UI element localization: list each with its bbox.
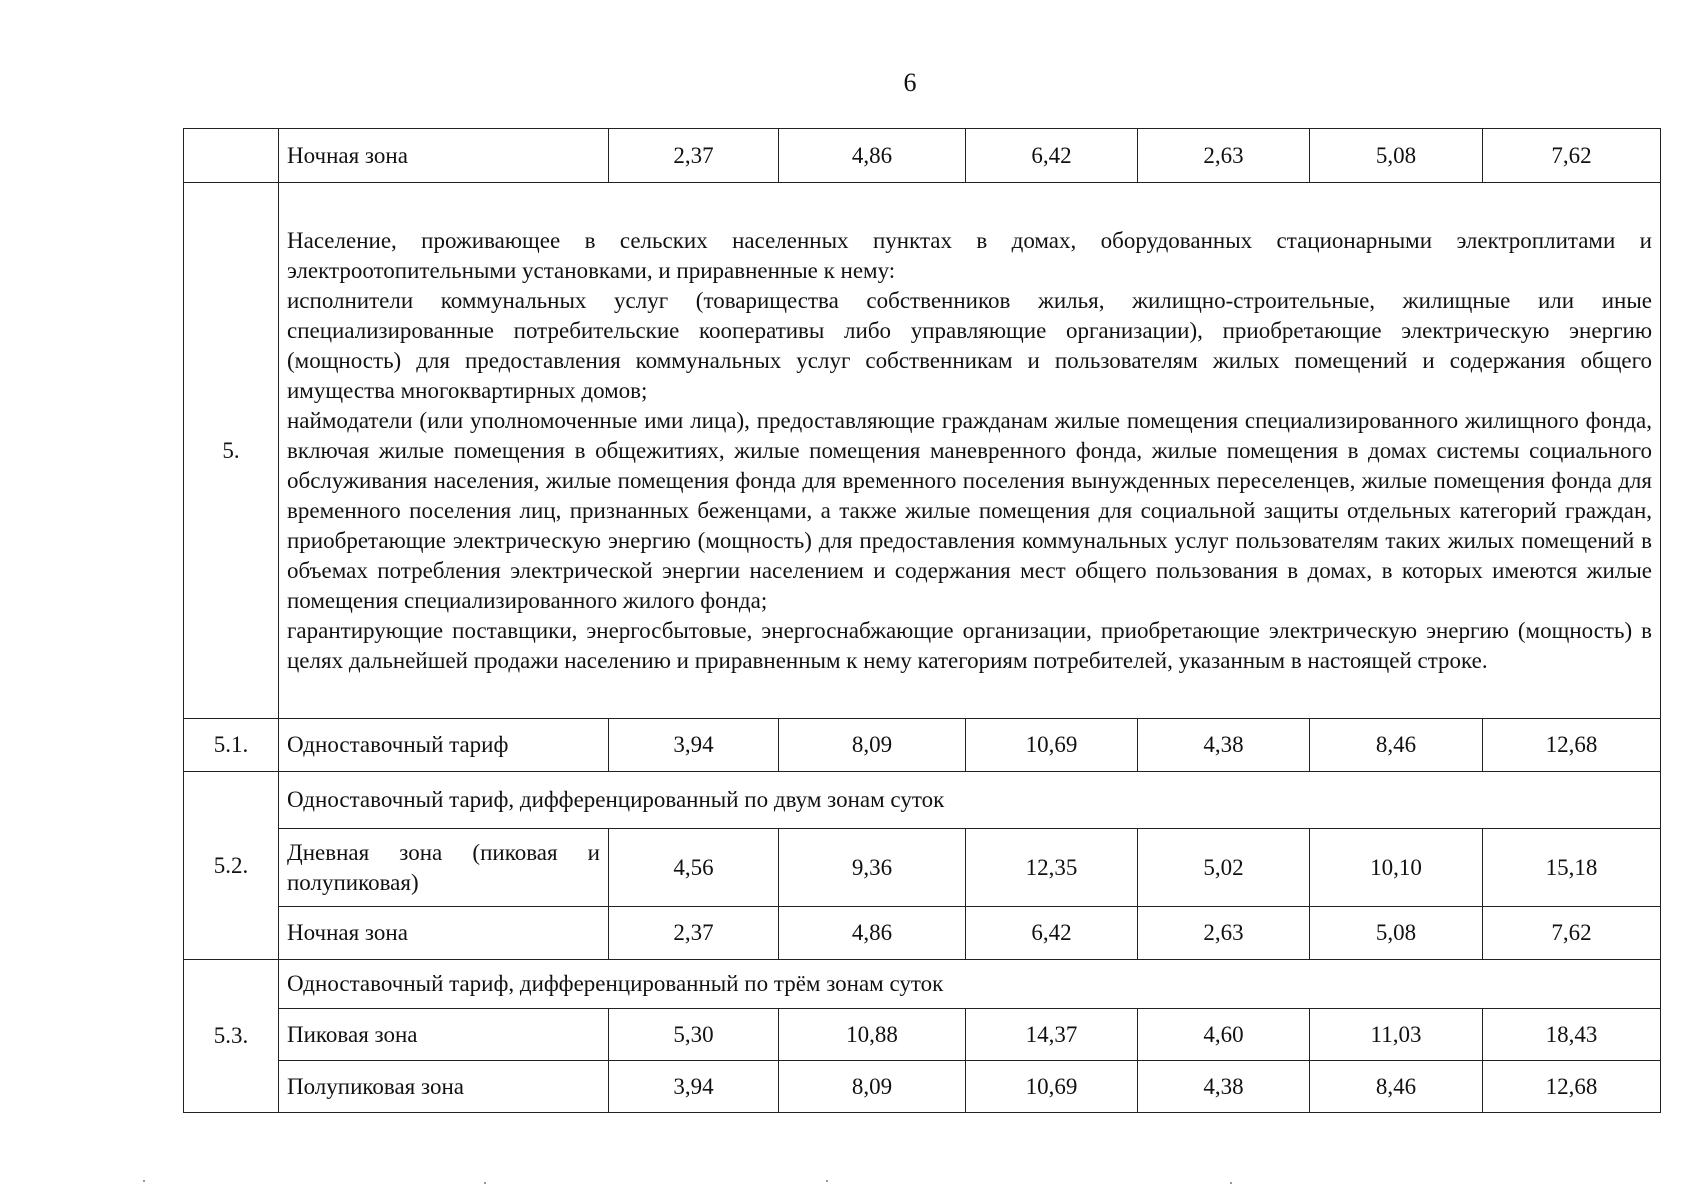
page-number: 6 (903, 68, 917, 97)
value-cell: 10,69 (966, 719, 1138, 772)
row-number: 5. (184, 183, 279, 719)
row-number: 5.1. (184, 719, 279, 772)
value-cell: 4,38 (1138, 1061, 1310, 1113)
row-number-empty (184, 129, 279, 183)
scan-speck (143, 1180, 145, 1182)
value-cell: 4,38 (1138, 719, 1310, 772)
row-label: Полупиковая зона (279, 1061, 609, 1113)
value-cell: 11,03 (1310, 1009, 1483, 1061)
table-row-5-2-header (184, 772, 1661, 829)
section-5-paragraph-4: гарантирующие поставщики, энергосбытовые, энергоснабжающие организации, приобретающие электрическую энергию (мощность) в целях дальнейшей продажи населению и приравненным к нему категориям потребителей, указанным в настоящей строке. (287, 617, 1652, 673)
scan-speck (826, 1180, 828, 1182)
table-row-5-3-header (184, 960, 1661, 1009)
value-cell: 3,94 (609, 1061, 779, 1113)
scan-speck (484, 1182, 486, 1184)
value-cell: 2,37 (609, 129, 779, 183)
value-cell: 5,02 (1138, 829, 1310, 907)
value-cell: 12,68 (1483, 719, 1661, 772)
table-row-5-2-night (184, 907, 1661, 960)
tariff-table (183, 128, 1661, 1113)
value-cell: 7,62 (1483, 907, 1661, 960)
value-cell: 18,43 (1483, 1009, 1661, 1061)
value-cell: 12,35 (966, 829, 1138, 907)
value-cell: 5,30 (609, 1009, 779, 1061)
value-cell: 12,68 (1483, 1061, 1661, 1113)
value-cell: 4,86 (779, 907, 966, 960)
value-cell: 3,94 (609, 719, 779, 772)
value-cell: 10,69 (966, 1061, 1138, 1113)
value-cell: 9,36 (779, 829, 966, 907)
value-cell: 5,08 (1310, 907, 1483, 960)
value-cell: 8,46 (1310, 719, 1483, 772)
subsection-header: Одноставочный тариф, дифференцированный по двум зонам суток (279, 772, 1661, 829)
table-row-5-1 (184, 719, 1661, 772)
value-cell: 7,62 (1483, 129, 1661, 183)
row-label: Одноставочный тариф (279, 719, 609, 772)
value-cell: 15,18 (1483, 829, 1661, 907)
table-row-5-3-peak (184, 1009, 1661, 1061)
value-cell: 4,86 (779, 129, 966, 183)
row-label: Ночная зона (279, 907, 609, 960)
value-cell: 14,37 (966, 1009, 1138, 1061)
value-cell: 5,08 (1310, 129, 1483, 183)
value-cell: 10,88 (779, 1009, 966, 1061)
subsection-header: Одноставочный тариф, дифференцированный по трём зонам суток (279, 960, 1661, 1009)
section-5-description (279, 183, 1661, 719)
value-cell: 6,42 (966, 907, 1138, 960)
row-label: Дневная зона (пиковая и полупиковая) (279, 829, 609, 907)
table-row-section-5 (184, 183, 1661, 719)
value-cell: 2,63 (1138, 129, 1310, 183)
value-cell: 10,10 (1310, 829, 1483, 907)
row-number: 5.3. (184, 960, 279, 1113)
value-cell: 2,37 (609, 907, 779, 960)
row-label: Ночная зона (279, 129, 609, 183)
table-row-night-zone-top (184, 129, 1661, 183)
value-cell: 8,09 (779, 719, 966, 772)
row-label: Пиковая зона (279, 1009, 609, 1061)
table-row-5-3-semipeak (184, 1061, 1661, 1113)
section-5-paragraph-2: исполнители коммунальных услуг (товарищества собственников жилья, жилищно-строительные, жилищные или иные специализированные потребительские кооперативы либо управляющие организации), приобретающие электрическую энергию (мощность) для предоставления коммунальных услуг собственникам и пользователям жилых помещений и содержания общего имущества многоквартирных домов; (287, 287, 1652, 403)
value-cell: 8,46 (1310, 1061, 1483, 1113)
table-row-5-2-day (184, 829, 1661, 907)
row-number: 5.2. (184, 772, 279, 960)
value-cell: 4,60 (1138, 1009, 1310, 1061)
section-5-paragraph-1: Население, проживающее в сельских населенных пунктах в домах, оборудованных стационарными электроплитами и электроотопительными установками, и приравненные к нему: (287, 227, 1652, 283)
value-cell: 8,09 (779, 1061, 966, 1113)
value-cell: 6,42 (966, 129, 1138, 183)
value-cell: 2,63 (1138, 907, 1310, 960)
scan-speck (1230, 1182, 1232, 1184)
value-cell: 4,56 (609, 829, 779, 907)
section-5-paragraph-3: наймодатели (или уполномоченные ими лица), предоставляющие гражданам жилые помещения специализированного жилищного фонда, включая жилые помещения в общежитиях, жилые помещения маневренного фонда, жилые помещения в домах системы социального обслуживания населения, жилые помещения фонда для временного поселения вынужденных переселенцев, жилые помещения фонда для временного поселения лиц, признанных беженцами, а также жилые помещения для социальной защиты отдельных категорий граждан, приобретающие электрическую энергию (мощность) для предоставления коммунальных услуг пользователям таких жилых помещений в объемах потребления электрической энергии населением и содержания мест общего пользования в домах, в которых имеются жилые помещения специализированного жилого фонда; (287, 407, 1652, 613)
